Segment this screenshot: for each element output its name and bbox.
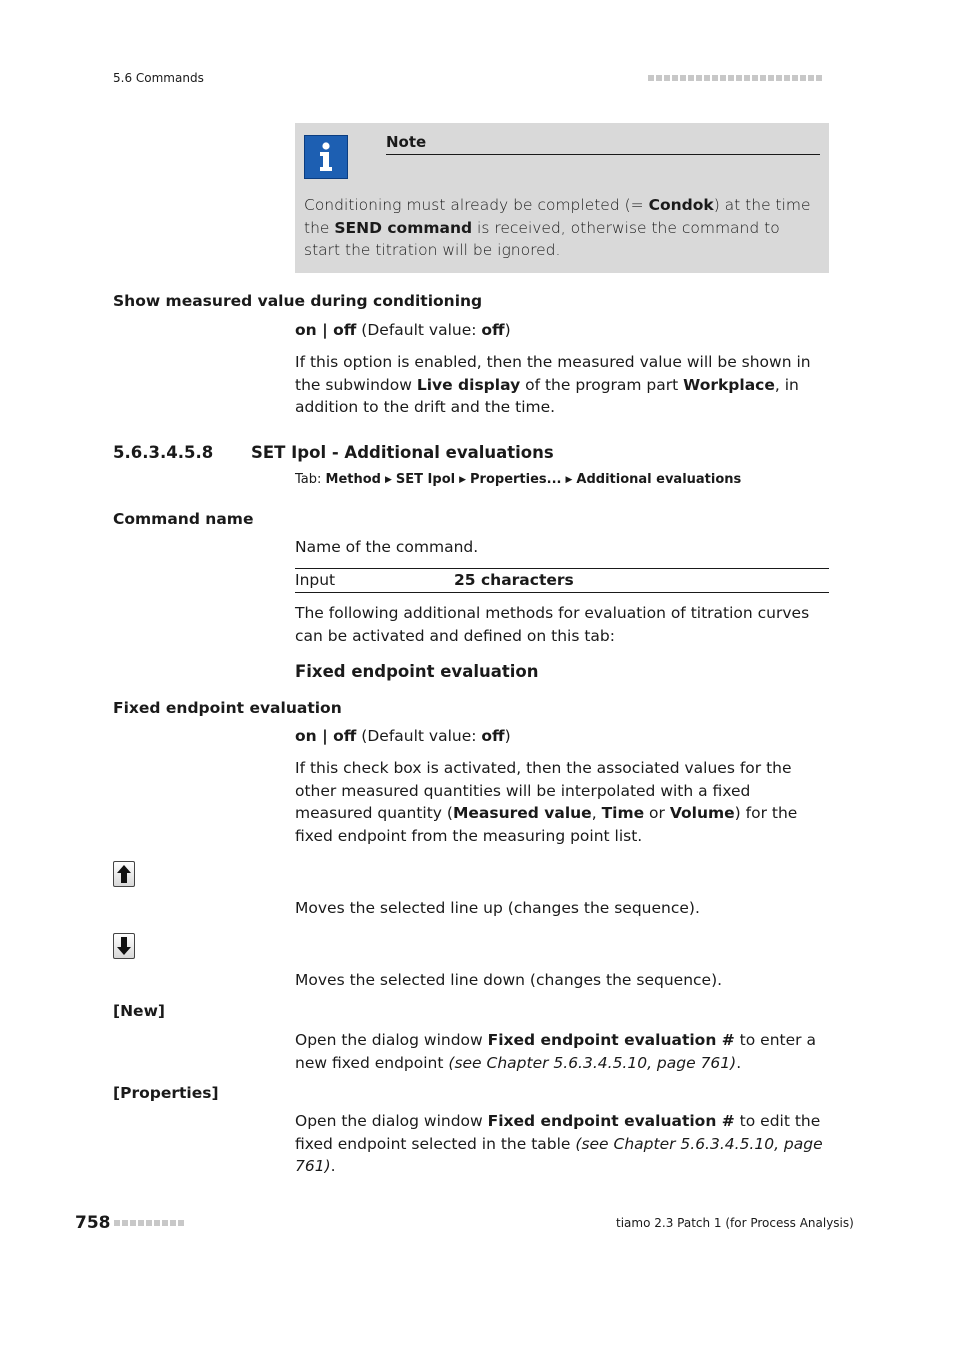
term-properties: [Properties] [113, 1084, 219, 1102]
properties-description: Open the dialog window Fixed endpoint evaluation # to edit the fixed endpoint selected in the table (see Chapter 5.6.3.4.5.10, page 761). [295, 1112, 823, 1175]
note-rule [386, 154, 820, 155]
note-box [295, 123, 829, 273]
term-new: [New] [113, 1002, 165, 1020]
input-label: Input [295, 571, 336, 589]
note-text: Conditioning must already be completed (= Condok) at the time the SEND command is received, otherwise the command to start the titration will be ignored. [304, 196, 811, 259]
input-table-bottom-rule [295, 592, 829, 593]
show-measured-options: on | off (Default value: off) [295, 321, 511, 339]
subheading-fixed-endpoint: Fixed endpoint evaluation [295, 662, 539, 681]
term-show-measured: Show measured value during conditioning [113, 292, 483, 310]
fixed-endpoint-options: on | off (Default value: off) [295, 727, 511, 745]
input-value: 25 characters [454, 571, 574, 589]
show-measured-description: If this option is enabled, then the measured value will be shown in the subwindow Live display of the program part Workplace, in addition to the drift and the time. [295, 353, 811, 416]
following-methods-text: The following additional methods for evaluation of titration curves can be activated and defined on this tab: [295, 604, 810, 645]
note-title: Note [386, 133, 427, 151]
command-name-description: Name of the command. [295, 538, 479, 556]
info-icon [304, 135, 348, 179]
header-decoration [648, 75, 822, 81]
tab-path: Tab: Method ▶ SET Ipol ▶ Properties... ▶ Additional evaluations [295, 472, 742, 487]
arrow-up-icon [113, 861, 135, 887]
move-down-description: Moves the selected line down (changes the sequence). [295, 971, 723, 989]
page-number: 758 [75, 1213, 111, 1233]
footer-decoration [114, 1220, 184, 1226]
move-up-description: Moves the selected line up (changes the sequence). [295, 899, 700, 917]
footer-product: tiamo 2.3 Patch 1 (for Process Analysis) [616, 1216, 854, 1230]
term-command-name: Command name [113, 510, 254, 528]
running-header: 5.6 Commands [113, 71, 204, 85]
section-title: SET Ipol - Additional evaluations [251, 443, 554, 462]
section-number: 5.6.3.4.5.8 [113, 443, 214, 462]
arrow-down-icon [113, 933, 135, 959]
new-description: Open the dialog window Fixed endpoint evaluation # to enter a new fixed endpoint (see Chapter 5.6.3.4.5.10, page 761). [295, 1031, 816, 1072]
fixed-endpoint-description: If this check box is activated, then the associated values for the other measured quantities will be interpolated with a fixed measured quantity (Measured value, Time or Volume) for the fixed endpoint from the measuring point list. [295, 759, 798, 845]
term-fixed-endpoint: Fixed endpoint evaluation [113, 699, 342, 717]
